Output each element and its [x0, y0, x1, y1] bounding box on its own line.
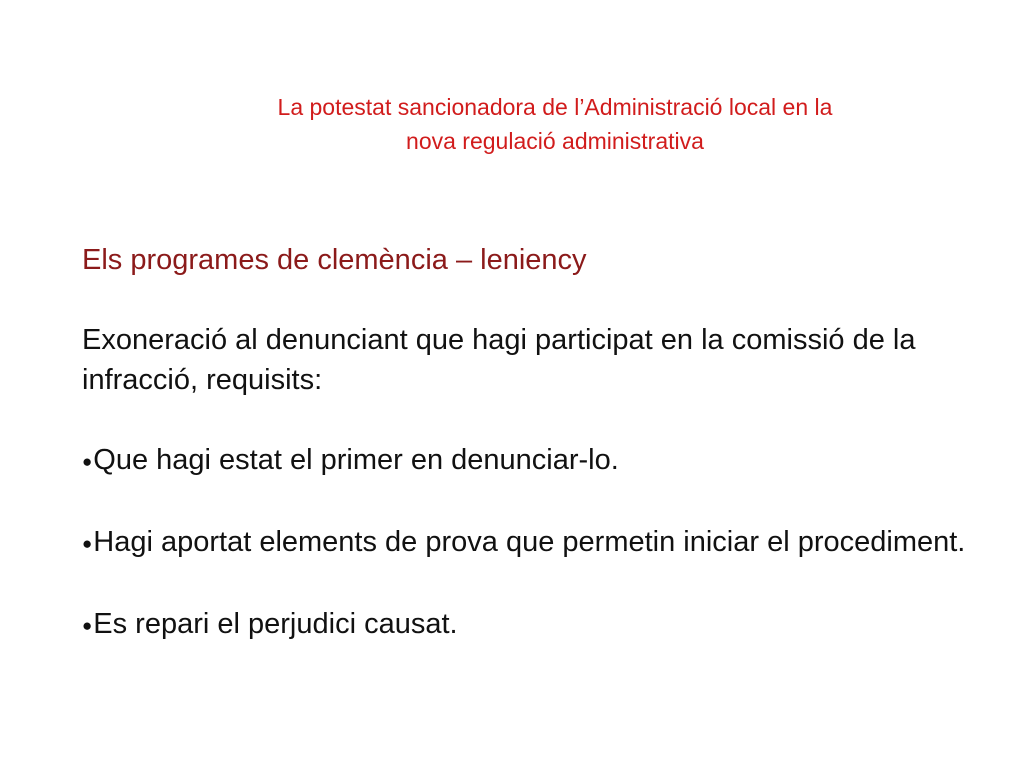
- slide-header: [160, 90, 950, 158]
- requirement-text: Hagi aportat elements de prova que permetin iniciar el procediment.: [93, 526, 966, 558]
- requirement-text: Que hagi estat el primer en denunciar-lo.: [93, 444, 619, 476]
- header-title-line-2: nova regulació administrativa: [406, 128, 704, 154]
- intro-paragraph: Exoneració al denunciant que hagi participat en la comissió de la infracció, requisits:: [82, 324, 916, 396]
- requirement-item: [82, 604, 982, 646]
- bullet-icon: ●: [82, 616, 93, 635]
- header-title-line-1: La potestat sancionadora de l’Administració local en la: [277, 94, 833, 120]
- requirement-text: Es repari el perjudici causat.: [93, 608, 458, 640]
- bullet-icon: ●: [82, 534, 93, 553]
- requirement-item: [82, 440, 982, 482]
- bullet-icon: ●: [82, 452, 93, 471]
- requirement-item: [82, 522, 982, 564]
- slide-content: [82, 240, 982, 646]
- section-subtitle: Els programes de clemència – leniency: [82, 244, 587, 276]
